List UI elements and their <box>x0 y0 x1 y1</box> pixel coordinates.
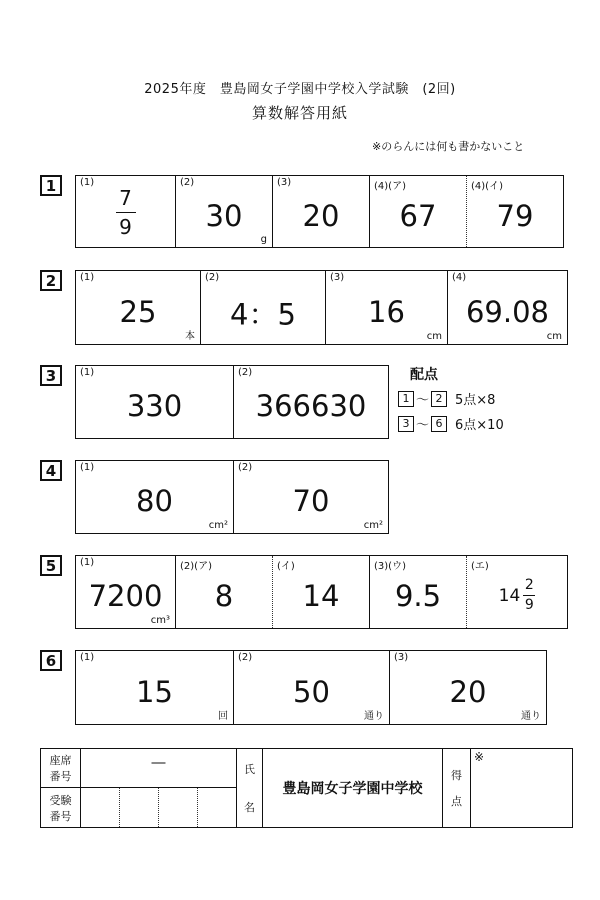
q6-cell-3 <box>390 651 546 724</box>
question-number-2: 2 <box>40 270 62 291</box>
name-label-line-1: 氏 <box>244 763 255 776</box>
scoring-row-2-tilde: ～ <box>416 418 430 433</box>
q1-cell-2 <box>176 176 273 247</box>
q6-2-unit: 通り <box>364 711 384 722</box>
q1-4a-answer: 67 <box>399 198 437 233</box>
seat-number-value[interactable]: ― <box>81 749 237 788</box>
q5-2a-label: (2)(ア) <box>180 561 212 572</box>
q2-cell-1 <box>76 271 201 344</box>
q5-3b-fraction <box>523 578 535 613</box>
q1-4a-label: (4)(ア) <box>374 181 406 192</box>
score-mark: ※ <box>474 750 485 764</box>
scoring-row-2-to: 6 <box>431 416 447 432</box>
scoring-row-1-to: 2 <box>431 391 447 407</box>
q5-2b-label: (イ) <box>277 561 295 572</box>
q3-1-label: (1) <box>80 367 95 378</box>
seat-label-line-2: 番号 <box>49 770 72 783</box>
q6-1-unit: 回 <box>218 711 228 722</box>
q2-1-answer: 25 <box>119 294 157 329</box>
q5-3b-whole: 14 <box>498 585 521 606</box>
exam-number-label <box>41 788 81 827</box>
q2-3-unit: cm <box>426 331 442 342</box>
q5-1-answer: 7200 <box>88 579 163 614</box>
q3-2-answer: 366630 <box>255 389 367 424</box>
question-number-1: 1 <box>40 175 62 196</box>
seat-label-line-1: 座席 <box>49 754 72 767</box>
q4-1-label: (1) <box>80 462 95 473</box>
score-label-line-2: 点 <box>451 795 462 808</box>
q1-3-label: (3) <box>277 177 292 188</box>
scoring-row-2-from: 3 <box>398 416 414 432</box>
q5-cell-3a <box>370 556 467 628</box>
q1-cell-3 <box>273 176 370 247</box>
q4-2-label: (2) <box>238 462 253 473</box>
score-label <box>443 749 471 827</box>
q5-3a-answer: 9.5 <box>394 579 442 614</box>
q5-cell-1 <box>76 556 176 628</box>
q1-4b-answer: 79 <box>496 198 534 233</box>
q6-1-label: (1) <box>80 652 95 663</box>
q1-2-unit: g <box>260 234 267 245</box>
name-label <box>237 749 263 827</box>
question-2-row <box>75 270 568 345</box>
q5-2a-answer: 8 <box>214 579 234 614</box>
q4-cell-2 <box>234 461 388 533</box>
exam-title: 2025年度 豊島岡女子学園中学校入学試験 (2回) <box>144 82 456 97</box>
seat-number-label <box>41 749 81 788</box>
q5-cell-3b <box>467 556 567 628</box>
digit-divider <box>119 788 120 827</box>
score-box <box>471 749 572 827</box>
score-label-line-1: 得 <box>451 769 462 782</box>
q5-3a-label: (3)(ウ) <box>374 561 406 572</box>
q2-4-answer: 69.08 <box>465 294 550 329</box>
q3-cell-1 <box>76 366 234 438</box>
question-1-row <box>75 175 564 248</box>
scoring-row-1 <box>398 389 495 408</box>
q4-2-answer: 70 <box>292 484 330 519</box>
q6-2-answer: 50 <box>293 674 330 709</box>
q2-1-label: (1) <box>80 272 95 283</box>
q2-4-label: (4) <box>452 272 467 283</box>
q3-2-label: (2) <box>238 367 253 378</box>
question-4-row <box>75 460 389 534</box>
q1-cell-1 <box>76 176 176 247</box>
question-number-4: 4 <box>40 460 62 481</box>
q2-1-unit: 本 <box>185 331 195 342</box>
scoring-row-2-points: 6点×10 <box>455 418 504 433</box>
fraction-bar <box>523 595 535 596</box>
question-3-row <box>75 365 389 439</box>
q6-cell-2 <box>234 651 390 724</box>
q2-cell-4 <box>448 271 567 344</box>
q6-2-label: (2) <box>238 652 253 663</box>
digit-divider <box>158 788 159 827</box>
scoring-row-1-from: 1 <box>398 391 414 407</box>
q1-2-answer: 30 <box>205 198 243 233</box>
exam-number-boxes[interactable] <box>81 788 237 827</box>
q1-3-answer: 20 <box>302 198 340 233</box>
q2-3-answer: 16 <box>368 294 405 329</box>
question-number-5: 5 <box>40 555 62 576</box>
q5-3b-label: (エ) <box>471 561 489 572</box>
q2-2-answer: 4：5 <box>230 296 296 331</box>
q5-cell-2b <box>273 556 370 628</box>
q4-cell-1 <box>76 461 234 533</box>
q4-2-unit: cm² <box>363 520 383 531</box>
exam-label-line-2: 番号 <box>49 809 72 823</box>
q4-1-unit: cm² <box>208 520 228 531</box>
q3-1-answer: 330 <box>126 389 183 424</box>
q6-3-label: (3) <box>394 652 409 663</box>
student-info-table <box>40 748 573 828</box>
q1-1-label: (1) <box>80 177 95 188</box>
q1-4b-label: (4)(イ) <box>471 181 503 192</box>
q5-3b-numerator: 2 <box>524 577 534 593</box>
q2-cell-2 <box>201 271 326 344</box>
q5-cell-2a <box>176 556 273 628</box>
note-text: ※のらんには何も書かないこと <box>372 140 525 153</box>
question-number-6: 6 <box>40 650 62 671</box>
fraction-bar <box>116 212 136 213</box>
question-6-row <box>75 650 547 725</box>
scoring-title: 配点 <box>410 367 438 383</box>
q1-cell-4a <box>370 176 467 247</box>
q6-3-unit: 通り <box>521 711 541 722</box>
q3-cell-2 <box>234 366 388 438</box>
q1-1-numerator: 7 <box>119 186 132 210</box>
digit-divider <box>197 788 198 827</box>
q1-1-fraction <box>76 188 175 237</box>
scoring-row-1-points: 5点×8 <box>455 393 496 408</box>
q2-4-unit: cm <box>546 331 562 342</box>
q2-3-label: (3) <box>330 272 345 283</box>
q1-2-label: (2) <box>180 177 195 188</box>
q2-2-label: (2) <box>205 272 220 283</box>
scoring-row-1-tilde: ～ <box>416 393 430 408</box>
q5-3b-denominator: 9 <box>524 597 534 613</box>
q5-1-unit: cm³ <box>150 615 170 626</box>
q5-1-label: (1) <box>80 557 95 568</box>
question-5-row <box>75 555 568 629</box>
q5-2b-answer: 14 <box>302 579 340 614</box>
q6-cell-1 <box>76 651 234 724</box>
q6-3-answer: 20 <box>449 674 487 709</box>
name-label-line-2: 名 <box>244 801 255 814</box>
school-name: 豊島岡女子学園中学校 <box>263 749 443 827</box>
question-number-3: 3 <box>40 365 62 386</box>
answer-sheet-title: 算数解答用紙 <box>251 104 348 122</box>
q4-1-answer: 80 <box>136 484 173 519</box>
q1-cell-4b <box>467 176 563 247</box>
exam-label-line-1: 受験 <box>49 793 72 807</box>
q6-1-answer: 15 <box>136 674 173 709</box>
scoring-row-2 <box>398 414 504 433</box>
q5-3b-mixed-number <box>467 578 567 613</box>
q1-1-denominator: 9 <box>119 215 132 239</box>
q2-cell-3 <box>326 271 448 344</box>
